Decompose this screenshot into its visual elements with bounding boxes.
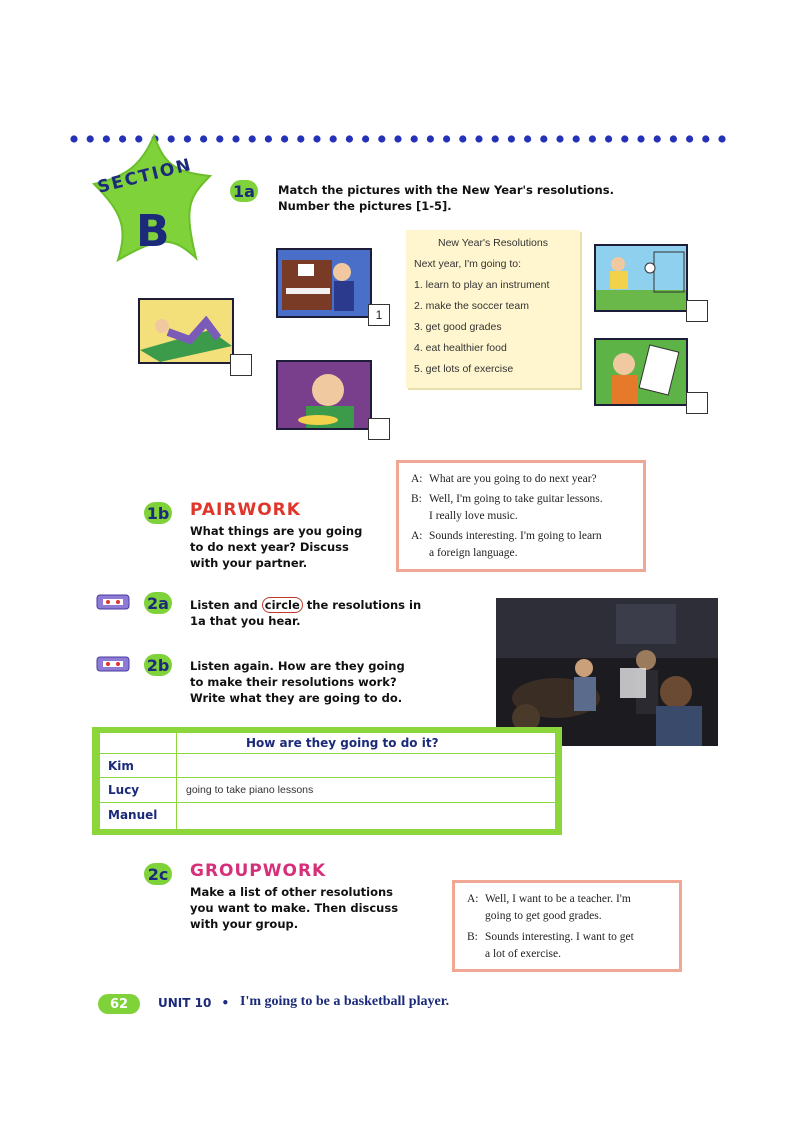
divider-dot: [362, 135, 369, 142]
divider-dot: [654, 135, 661, 142]
resolution-item: 4. eat healthier food: [414, 342, 507, 354]
divider-dot: [605, 135, 612, 142]
answer-box-exercise[interactable]: [230, 354, 252, 376]
row-name: Lucy: [108, 783, 140, 797]
instruction-line: Make a list of other resolutions: [190, 885, 394, 899]
divider-dot: [70, 135, 77, 142]
divider-dot: [411, 135, 418, 142]
divider-dot: [686, 135, 693, 142]
dialog-text: a lot of exercise.: [485, 948, 561, 960]
picture-exercise: [138, 298, 234, 364]
table-row: [100, 778, 555, 803]
divider-dot: [232, 135, 239, 142]
answer-table: [100, 733, 555, 829]
answer-box-soccer[interactable]: [686, 300, 708, 322]
divider-dot: [394, 135, 401, 142]
divider-dot: [346, 135, 353, 142]
divider-dot: [524, 135, 531, 142]
divider-dot: [249, 135, 256, 142]
picture-piano: [276, 248, 372, 318]
divider-dot: [573, 135, 580, 142]
picture-eating: [276, 360, 372, 430]
section-letter: B: [136, 206, 170, 257]
cassette-icon: [96, 594, 130, 610]
resolution-item: 3. get good grades: [414, 321, 502, 333]
note-intro: Next year, I'm going to:: [414, 258, 522, 270]
dialog-line: [411, 528, 633, 562]
divider-dot: [492, 135, 499, 142]
dialog-text: Sounds interesting. I want to get: [485, 931, 634, 943]
divider-dot: [313, 135, 320, 142]
dialog-text: going to get good grades.: [485, 910, 602, 922]
divider-dot: [556, 135, 563, 142]
row-name: Kim: [108, 759, 134, 773]
dialog-text: I really love music.: [429, 510, 518, 522]
divider-dot: [297, 135, 304, 142]
dialog-text: What are you going to do next year?: [429, 473, 597, 485]
exercise-2b-instruction: [190, 658, 405, 706]
table-header-row: [100, 733, 555, 754]
divider-dot: [281, 135, 288, 142]
page-number: 62: [98, 994, 140, 1014]
speaker-label: A:: [411, 530, 423, 542]
instruction-line: 1a that you hear.: [190, 614, 301, 628]
table-row: [100, 803, 555, 828]
speaker-label: B:: [467, 931, 478, 943]
exercise-2c-badge: 2c: [144, 863, 172, 885]
resolution-item: 1. learn to play an instrument: [414, 279, 550, 291]
unit-text: UNIT 10: [158, 996, 212, 1010]
resolution-item: 5. get lots of exercise: [414, 363, 514, 375]
exercise-1b-badge: 1b: [144, 502, 172, 524]
unit-title: I'm going to be a basketball player.: [240, 994, 450, 1009]
resolutions-note-card: [406, 230, 580, 388]
dialog-line: [411, 491, 633, 525]
divider-dot: [378, 135, 385, 142]
instruction-line: Number the pictures [1-5].: [278, 199, 452, 213]
instruction-text: the resolutions in: [302, 598, 422, 612]
divider-dot: [459, 135, 466, 142]
bullet-separator: •: [221, 996, 230, 1010]
instruction-text: Listen and: [190, 598, 262, 612]
instruction-line: Match the pictures with the New Year's resolutions.: [278, 183, 614, 197]
divider-dot: [508, 135, 515, 142]
divider-dot: [621, 135, 628, 142]
answer-box-eating[interactable]: [368, 418, 390, 440]
exercise-1b-instruction: [190, 523, 362, 571]
answer-box-grades[interactable]: [686, 392, 708, 414]
table-header: How are they going to do it?: [246, 736, 439, 750]
row-answer[interactable]: going to take piano lessons: [186, 784, 314, 796]
dialog-text: Sounds interesting. I'm going to learn: [429, 530, 602, 542]
divider-dot: [540, 135, 547, 142]
picture-grades: [594, 338, 688, 406]
circled-word: circle: [262, 597, 303, 613]
pairwork-dialog-box: [396, 460, 646, 572]
exercise-2b-badge: 2b: [144, 654, 172, 676]
exercise-2a-instruction: [190, 597, 421, 629]
divider-dot: [637, 135, 644, 142]
dialog-line: [467, 891, 671, 925]
divider-dot: [475, 135, 482, 142]
exercise-1a-badge: 1a: [230, 180, 258, 202]
dialog-text: a foreign language.: [429, 547, 518, 559]
instruction-line: you want to make. Then discuss: [190, 901, 399, 915]
exercise-2a-badge: 2a: [144, 592, 172, 614]
note-title: New Year's Resolutions: [438, 237, 548, 249]
exercise-1a-instruction: [278, 182, 614, 214]
dialog-line: [411, 471, 633, 488]
section-word: SECTION: [95, 154, 195, 198]
divider-dot: [330, 135, 337, 142]
row-name: Manuel: [108, 808, 158, 822]
dialog-text: Well, I want to be a teacher. I'm: [485, 893, 631, 905]
speaker-label: B:: [411, 493, 422, 505]
divider-dot: [443, 135, 450, 142]
table-row: [100, 754, 555, 778]
instruction-line: with your partner.: [190, 556, 308, 570]
instruction-line: [190, 597, 421, 613]
dialog-line: [467, 929, 671, 963]
picture-soccer: [594, 244, 688, 312]
instruction-line: to make their resolutions work?: [190, 675, 397, 689]
instruction-line: with your group.: [190, 917, 299, 931]
speaker-label: A:: [467, 893, 479, 905]
photo-teens-cafe: [496, 598, 718, 746]
instruction-line: Listen again. How are they going: [190, 659, 405, 673]
divider-dot: [718, 135, 725, 142]
divider-dot: [265, 135, 272, 142]
answer-box-piano[interactable]: 1: [368, 304, 390, 326]
cassette-icon: [96, 656, 130, 672]
groupwork-dialog-box: [452, 880, 682, 972]
instruction-line: Write what they are going to do.: [190, 691, 403, 705]
unit-label: [158, 996, 229, 1010]
divider-dot: [702, 135, 709, 142]
speaker-label: A:: [411, 473, 423, 485]
resolution-item: 2. make the soccer team: [414, 300, 529, 312]
divider-dot: [670, 135, 677, 142]
divider-dot: [589, 135, 596, 142]
instruction-line: What things are you going: [190, 524, 363, 538]
exercise-2c-instruction: [190, 884, 398, 932]
dialog-text: Well, I'm going to take guitar lessons.: [429, 493, 603, 505]
divider-dot: [427, 135, 434, 142]
groupwork-heading: GROUPWORK: [190, 861, 327, 881]
pairwork-heading: PAIRWORK: [190, 500, 301, 520]
instruction-line: to do next year? Discuss: [190, 540, 349, 554]
